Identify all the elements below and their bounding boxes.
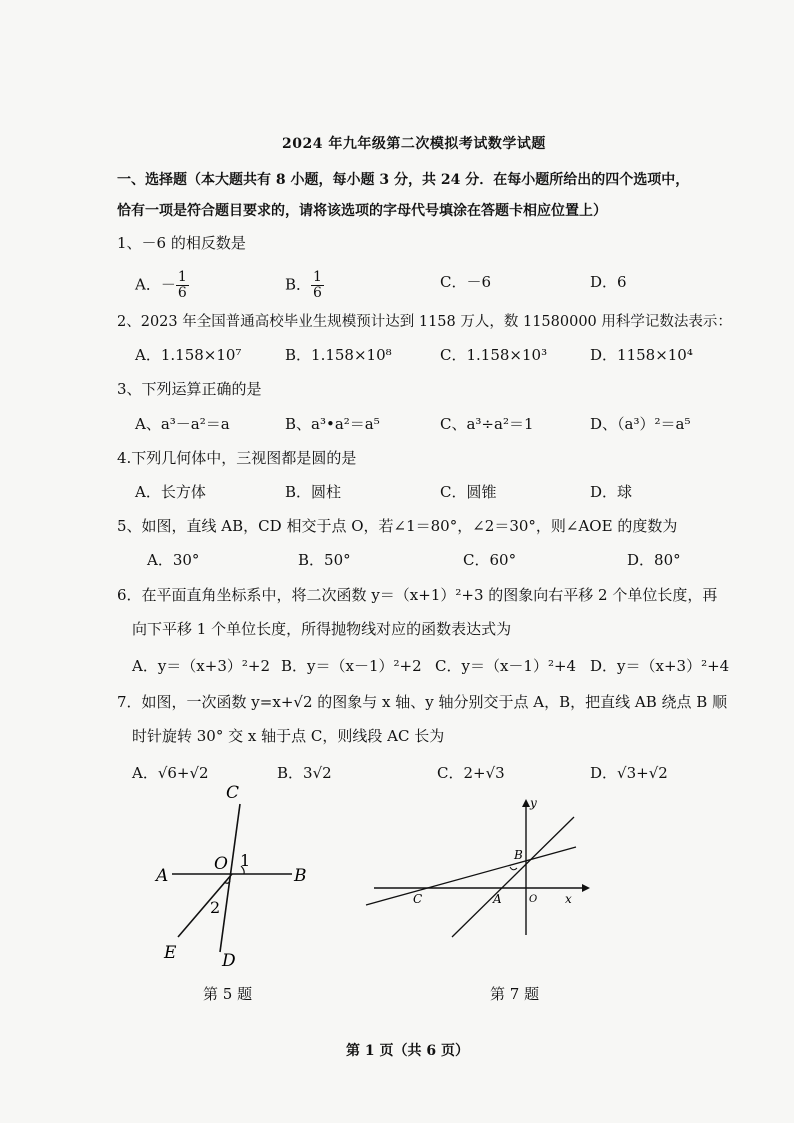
question-6-option-a: A．y＝（x+3）²+2 bbox=[132, 657, 271, 675]
question-7-option-a: A．√6+√2 bbox=[132, 764, 209, 782]
question-7-option-c: C．2+√3 bbox=[437, 764, 505, 782]
question-7-stem-line2: 时针旋转 30° 交 x 轴于点 C，则线段 AC 长为 bbox=[132, 727, 445, 745]
question-4-stem: 4.下列几何体中，三视图都是圆的是 bbox=[117, 449, 357, 467]
question-4-option-d: D．球 bbox=[590, 483, 633, 501]
y-axis-arrow bbox=[522, 799, 530, 807]
question-5-option-c: C．60° bbox=[463, 551, 517, 569]
question-4-option-c: C．圆锥 bbox=[440, 483, 497, 501]
page-title: 2024 年九年级第二次模拟考试数学试题 bbox=[282, 136, 546, 152]
label-e: E bbox=[164, 943, 177, 963]
question-6-stem-line2: 向下平移 1 个单位长度，所得抛物线对应的函数表达式为 bbox=[132, 620, 512, 638]
question-2-option-d: D．1158×10⁴ bbox=[590, 346, 693, 364]
label-x: x bbox=[565, 892, 572, 906]
question-7-option-d: D．√3+√2 bbox=[590, 764, 668, 782]
label-o: O bbox=[529, 894, 538, 905]
question-1-stem: 1、－6 的相反数是 bbox=[117, 234, 246, 252]
question-3-stem: 3、下列运算正确的是 bbox=[117, 380, 262, 398]
question-2-option-c: C．1.158×10³ bbox=[440, 346, 548, 364]
figure-7-caption: 第 7 题 bbox=[490, 985, 540, 1003]
question-3-option-d: D、（a³）²＝a⁵ bbox=[590, 415, 691, 433]
figure-5-diagram bbox=[150, 782, 325, 972]
line-cd bbox=[220, 804, 240, 952]
label-c: C bbox=[413, 892, 423, 906]
question-5-option-a: A．30° bbox=[147, 551, 200, 569]
label-angle-1: 1 bbox=[240, 851, 251, 870]
question-1-option-c: C．－6 bbox=[440, 273, 492, 291]
question-2-stem: 2、2023 年全国普通高校毕业生规模预计达到 1158 万人，数 11580000 用科学记数法表示： bbox=[117, 314, 732, 330]
figure-5-caption: 第 5 题 bbox=[203, 985, 253, 1003]
question-5-option-b: B．50° bbox=[298, 551, 351, 569]
question-6-option-d: D．y＝（x+3）²+4 bbox=[590, 657, 730, 675]
label-b: B bbox=[514, 848, 523, 862]
label-b: B bbox=[294, 866, 307, 886]
label-o: O bbox=[214, 854, 228, 874]
question-1-option-b: B． $\frac{1}{6}$ bbox=[285, 269, 322, 301]
question-6-option-c: C．y＝（x－1）²+4 bbox=[435, 657, 577, 675]
question-3-option-c: C、a³÷a²＝1 bbox=[440, 415, 534, 433]
question-1-option-d: D．6 bbox=[590, 273, 627, 291]
question-5-stem: 5、如图，直线 AB，CD 相交于点 O，若∠1＝80°，∠2＝30°，则∠AOE 的度数为 bbox=[117, 517, 678, 535]
angle-b-arc bbox=[510, 867, 517, 870]
section-header-line1: 一、选择题（本大题共有 8 小题，每小题 3 分，共 24 分．在每小题所给出的四个选项中， bbox=[117, 172, 690, 188]
question-4-option-a: A．长方体 bbox=[135, 483, 206, 501]
label-c: C bbox=[226, 783, 240, 803]
question-2-option-a: A．1.158×10⁷ bbox=[135, 346, 242, 364]
question-7-option-b: B．3√2 bbox=[277, 764, 332, 782]
question-7-stem-line1: 7．如图，一次函数 y=x+√2 的图象与 x 轴、y 轴分别交于点 A，B，把直线 AB 绕点 B 顺 bbox=[117, 693, 728, 711]
question-3-option-a: A、a³－a²＝a bbox=[135, 415, 230, 433]
question-2-option-b: B．1.158×10⁸ bbox=[285, 346, 392, 364]
label-angle-2: 2 bbox=[210, 898, 221, 917]
line-cb bbox=[366, 847, 576, 905]
question-5-option-d: D．80° bbox=[627, 551, 681, 569]
question-6-stem-line1: 6．在平面直角坐标系中，将二次函数 y＝（x+1）²+3 的图象向右平移 2 个单位长度，再 bbox=[117, 586, 718, 604]
page-footer: 第 1 页（共 6 页） bbox=[346, 1043, 469, 1059]
question-6-option-b: B．y＝（x－1）²+2 bbox=[281, 657, 422, 675]
question-1-option-a: A．－ $\frac{1}{6}$ bbox=[135, 269, 187, 301]
x-axis-arrow bbox=[582, 884, 590, 892]
section-header-line2: 恰有一项是符合题目要求的，请将该选项的字母代号填涂在答题卡相应位置上） bbox=[117, 203, 607, 219]
question-3-option-b: B、a³•a²＝a⁵ bbox=[285, 415, 380, 433]
figure-7-diagram bbox=[360, 795, 590, 945]
question-4-option-b: B．圆柱 bbox=[285, 483, 342, 501]
label-d: D bbox=[222, 951, 236, 971]
label-y: y bbox=[530, 796, 537, 810]
line-ab bbox=[452, 817, 574, 937]
label-a: A bbox=[156, 866, 169, 886]
label-a: A bbox=[493, 892, 502, 906]
